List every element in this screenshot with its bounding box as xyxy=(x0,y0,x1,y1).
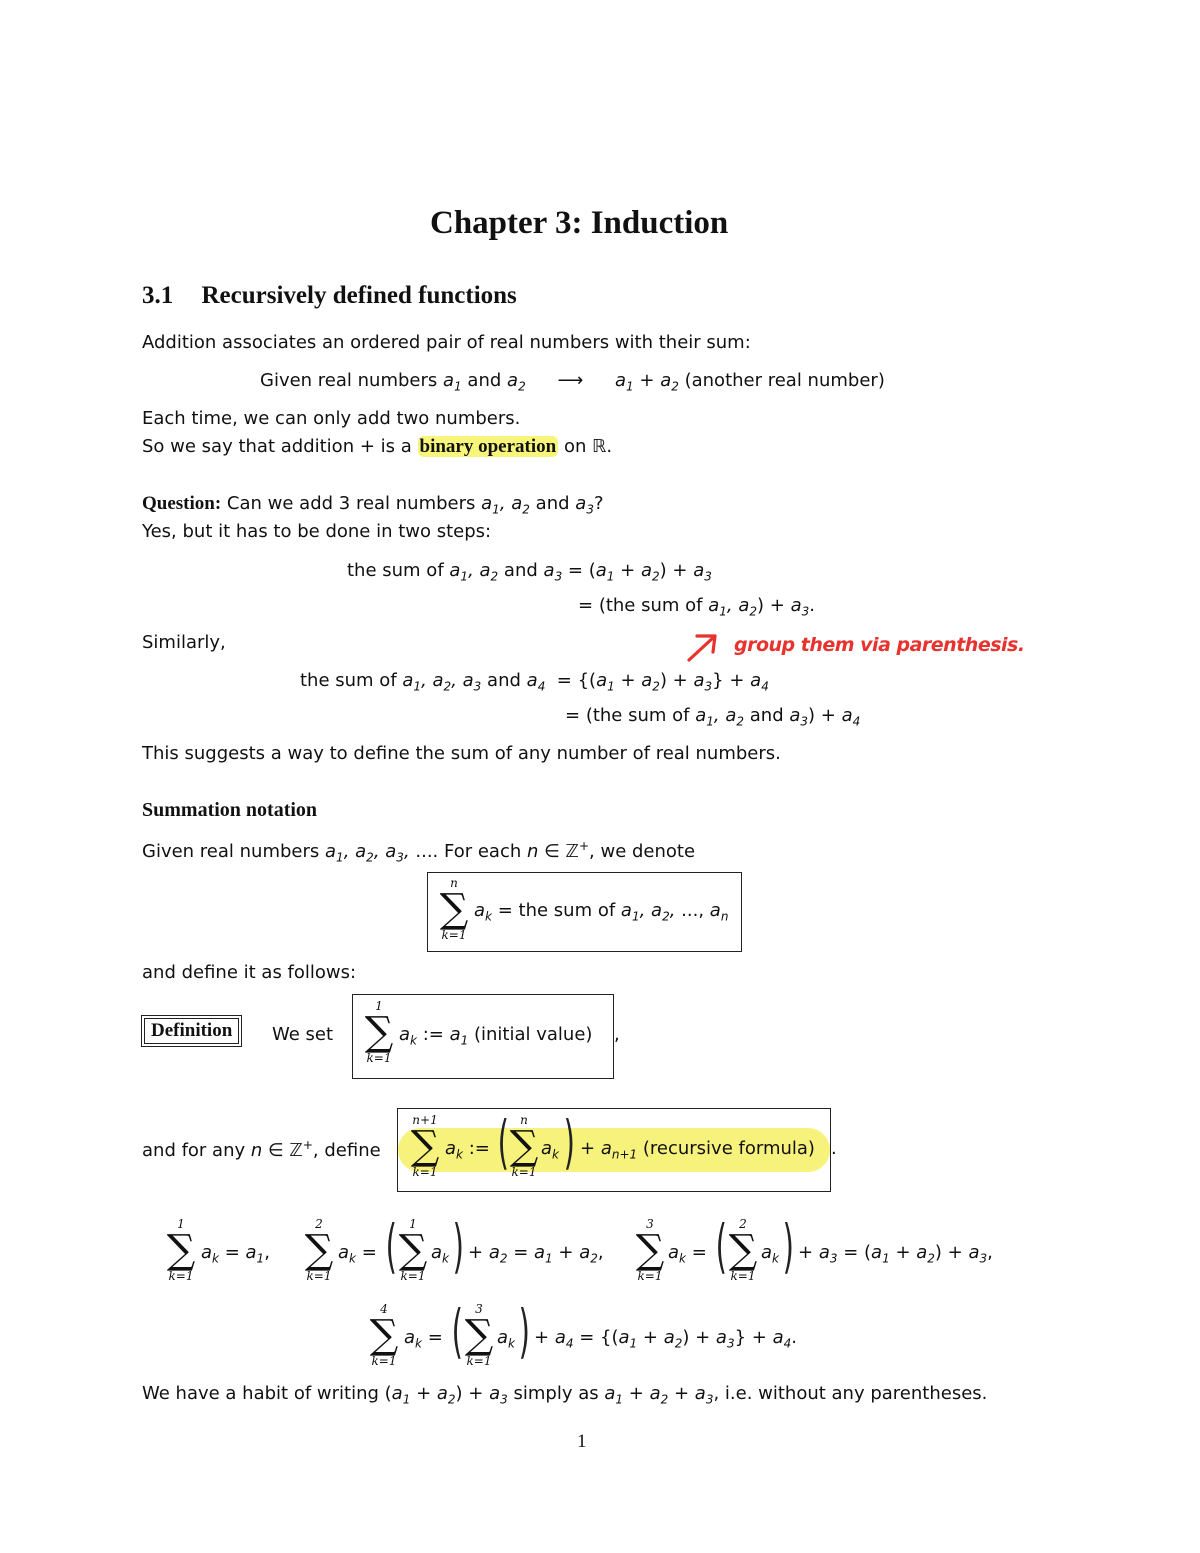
we-set-text: We set xyxy=(272,1024,334,1045)
definition-label: Definition xyxy=(144,1018,239,1044)
sum3-prefix: the sum of xyxy=(347,560,444,581)
example-4-lparen: ( xyxy=(451,1297,463,1365)
example-sigma-2: 2 ∑ k=1 xyxy=(304,1217,334,1283)
example-sigma-4: 4 ∑ k=1 xyxy=(369,1302,399,1368)
recursive-assign: $a_k$ := xyxy=(445,1138,490,1162)
sum4-line2: = (the sum of $a_1$, $a_2$ and $a_3) + a_4$ xyxy=(565,705,861,729)
sum4-line1: the sum of $a_1$, $a_2$, $a_3$ and $a_4 = \{(a_1 + a_2) + a_3\} + a_4$ xyxy=(300,670,769,694)
annotation-arrow-icon xyxy=(683,630,723,664)
example-4a: $a_k$ = xyxy=(404,1327,443,1351)
handwritten-annotation: group them via parenthesis. xyxy=(734,634,1025,656)
given-seq-line: Given real numbers $a_1$, $a_2$, $a_3$, .... For each n ∈ ℤ+, we denote xyxy=(142,839,696,865)
given-seq-dots: .... xyxy=(415,841,439,862)
binary-operation-term: binary operation xyxy=(419,436,557,457)
notation-dots: ..., xyxy=(681,900,705,921)
notation-rhs-text: = the sum of xyxy=(497,900,616,921)
given-note: (another real number) xyxy=(684,370,885,391)
section-heading xyxy=(142,282,517,310)
question-mark: ? xyxy=(593,493,604,514)
example-2-lparen: ( xyxy=(385,1212,397,1280)
initial-formula: $a_k$ := $a_1$ (initial value) xyxy=(399,1024,593,1048)
given-seq-foreach: For each xyxy=(444,841,522,862)
recursive-define: , define xyxy=(312,1140,381,1161)
initial-value-note: (initial value) xyxy=(473,1024,593,1045)
example-4b: + $a_4 = \{(a_1 + a_2) + a_3\} + a_4$. xyxy=(534,1327,797,1351)
example-2b: + $a_2 = a_1 + a_2$, xyxy=(468,1242,604,1266)
example-sigma-4b: 3 ∑ k=1 xyxy=(464,1302,494,1368)
example-4-rparen: ) xyxy=(518,1297,530,1365)
recursive-formula: + $a_{n+1}$ (recursive formula) xyxy=(580,1138,815,1162)
sum4-and: and xyxy=(487,670,521,691)
so-we-say-after: on ℝ. xyxy=(563,436,613,457)
recursive-prefix-text: and for any xyxy=(142,1140,246,1161)
example-3-rparen: ) xyxy=(782,1212,794,1280)
example-3b: + $a_3 = (a_1 + a_2) + a_3$, xyxy=(798,1242,993,1266)
definition-label-box xyxy=(141,1015,242,1047)
sum3-line1: the sum of $a_1$, $a_2$ and $a_3 = (a_1 + a_2) + a_3$ xyxy=(347,560,712,584)
recursive-ak: $a_k$ xyxy=(541,1138,559,1162)
example-sigma-2b: 1 ∑ k=1 xyxy=(398,1217,428,1283)
sum3-line2: = (the sum of $a_1$, $a_2) + a_3$. xyxy=(578,595,815,619)
recursive-formula-note: (recursive formula) xyxy=(642,1138,815,1159)
given-and: and xyxy=(467,370,502,391)
example-4-ak: $a_k$ xyxy=(497,1327,515,1351)
yes-line: Yes, but it has to be done in two steps: xyxy=(142,521,492,542)
section-title: Recursively defined functions xyxy=(201,282,517,309)
sum3-and: and xyxy=(503,560,538,581)
sum4-prefix: the sum of xyxy=(300,670,397,691)
example-sigma-1: 1 ∑ k=1 xyxy=(166,1217,196,1283)
question-line: Question: Can we add 3 real numbers $a_1$, $a_2$ and $a_3$? xyxy=(142,493,604,517)
page-number: 1 xyxy=(577,1431,587,1452)
habit-after: , i.e. without any parentheses. xyxy=(713,1383,988,1404)
example-3-lparen: ( xyxy=(715,1212,727,1280)
habit-line: We have a habit of writing $(a_1 + a_2) + a_3$ simply as $a_1 + a_2 + a_3$, i.e. without any parentheses. xyxy=(142,1383,988,1407)
definition-comma: , xyxy=(614,1024,620,1045)
suggests-text: This suggests a way to define the sum of any number of real numbers. xyxy=(142,743,781,764)
given-seq-text: Given real numbers xyxy=(142,841,320,862)
example-2a: $a_k$ = xyxy=(338,1242,377,1266)
summation-heading: Summation notation xyxy=(142,799,318,821)
given-line: Given real numbers $a_1$ and $a_2$ ⟶ $a_1 + a_2$ (another real number) xyxy=(260,370,885,394)
recursive-period: . xyxy=(831,1138,837,1159)
so-we-say-before: So we say that addition + is a xyxy=(142,436,412,457)
sigma-recursive-rhs: n ∑ k=1 xyxy=(509,1113,539,1179)
define-as-follows: and define it as follows: xyxy=(142,962,357,983)
habit-simply: simply as xyxy=(513,1383,599,1404)
sum4-line2-and: and xyxy=(749,705,784,726)
example-2-ak: $a_k$ xyxy=(431,1242,449,1266)
arrow: ⟶ xyxy=(557,370,584,391)
left-paren: ( xyxy=(497,1108,509,1176)
sigma-recursive-lhs: n+1 ∑ k=1 xyxy=(410,1113,440,1179)
intro-text: Addition associates an ordered pair of real numbers with their sum: xyxy=(142,332,751,353)
given-seq-denote: , we denote xyxy=(589,841,696,862)
habit-before: We have a habit of writing xyxy=(142,1383,379,1404)
each-time-text: Each time, we can only add two numbers. xyxy=(142,408,521,429)
similarly-text: Similarly, xyxy=(142,632,226,653)
sigma-initial: 1 ∑ k=1 xyxy=(364,999,394,1065)
sum3-line2-text: (the sum of xyxy=(598,595,703,616)
given-left: Given real numbers xyxy=(260,370,438,391)
example-1: $a_k = a_1$, xyxy=(201,1242,270,1266)
example-2-rparen: ) xyxy=(452,1212,464,1280)
question-and: and xyxy=(535,493,570,514)
example-3-ak: $a_k$ xyxy=(761,1242,779,1266)
right-paren: ) xyxy=(563,1108,575,1176)
section-number: 3.1 xyxy=(142,282,174,309)
sum4-line2-text: (the sum of xyxy=(585,705,690,726)
example-sigma-3b: 2 ∑ k=1 xyxy=(728,1217,758,1283)
so-we-say-text xyxy=(142,436,612,458)
question-label: Question: xyxy=(142,493,222,514)
example-3a: $a_k$ = xyxy=(668,1242,707,1266)
question-text: Can we add 3 real numbers xyxy=(226,493,476,514)
sigma-notation: n ∑ k=1 xyxy=(439,876,469,942)
notation-rhs: $a_k$ = the sum of $a_1$, $a_2$, ..., $a_n$ xyxy=(474,900,729,924)
recursive-prefix: and for any n ∈ ℤ+, define xyxy=(142,1138,381,1161)
example-sigma-3: 3 ∑ k=1 xyxy=(635,1217,665,1283)
chapter-title: Chapter 3: Induction xyxy=(430,205,729,241)
